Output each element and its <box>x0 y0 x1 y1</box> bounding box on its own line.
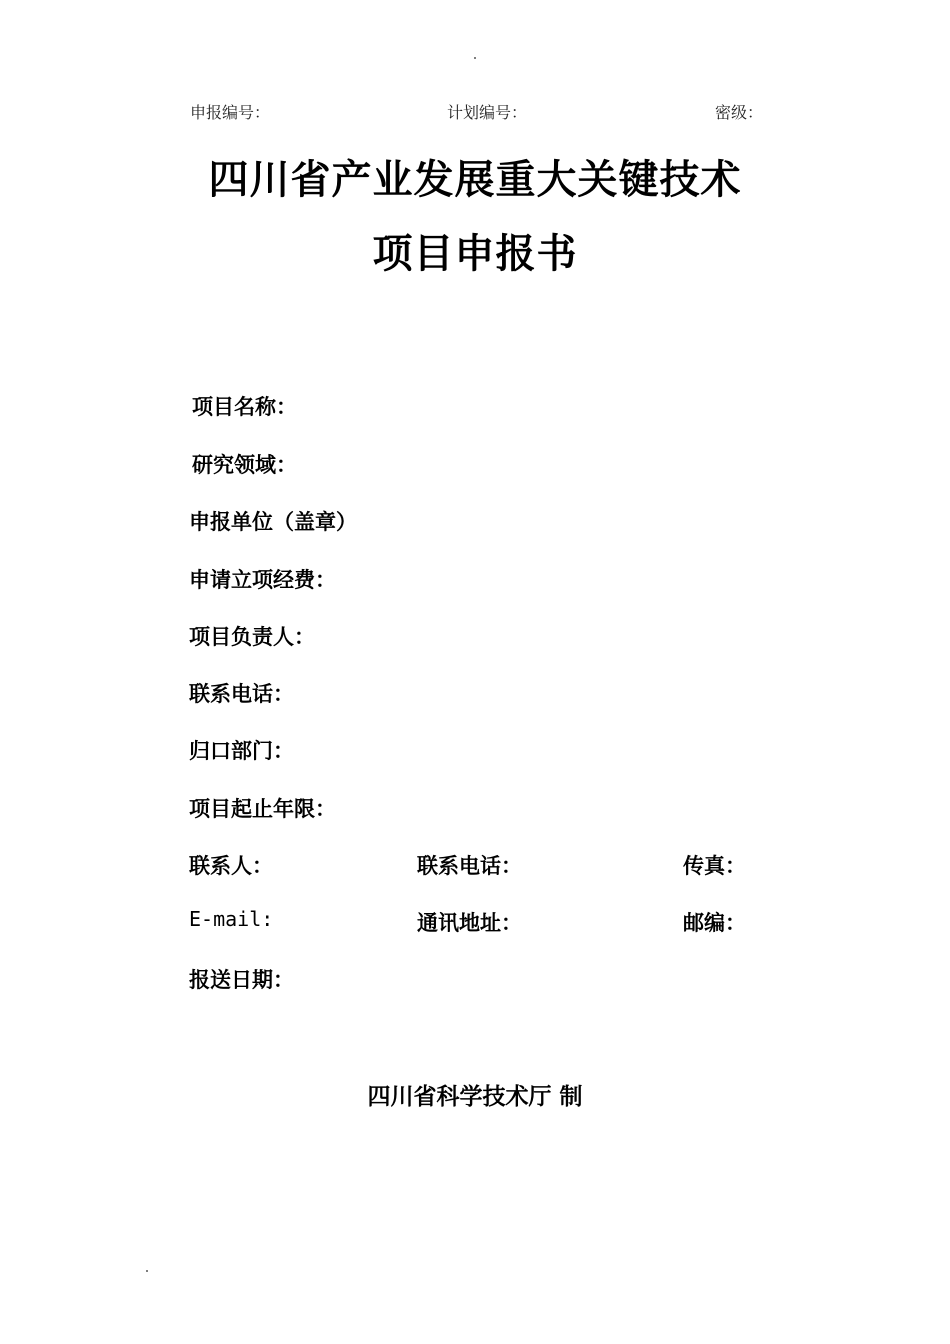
contact-phone-label: 联系电话： <box>189 681 294 706</box>
research-field-label: 研究领域： <box>192 452 297 477</box>
secret-level-label: 密级： <box>715 103 764 122</box>
funding-label: 申请立项经费： <box>189 567 336 592</box>
top-dot-mark <box>474 57 476 59</box>
project-period-label: 项目起止年限： <box>189 796 336 821</box>
address-label: 通讯地址： <box>417 910 522 935</box>
issuer-footer: 四川省科学技术厅 制 <box>367 1083 583 1110</box>
fax-label: 传真： <box>683 853 746 878</box>
document-title-line-1: 四川省产业发展重大关键技术 <box>208 156 742 203</box>
project-leader-label: 项目负责人： <box>189 624 315 649</box>
contact-person-label: 联系人： <box>189 853 273 878</box>
applicant-unit-label: 申报单位（盖章） <box>189 509 357 534</box>
department-label: 归口部门： <box>189 738 294 763</box>
postcode-label: 邮编： <box>683 910 746 935</box>
project-name-label: 项目名称： <box>192 394 297 419</box>
contact-phone-2-label: 联系电话： <box>417 853 522 878</box>
document-title-line-2: 项目申报书 <box>372 230 578 277</box>
email-label: E-mail: <box>189 907 274 931</box>
bottom-dot-mark <box>146 1270 148 1272</box>
apply-number-label: 申报编号： <box>190 103 271 122</box>
submit-date-label: 报送日期： <box>189 967 294 992</box>
plan-number-label: 计划编号： <box>447 103 528 122</box>
